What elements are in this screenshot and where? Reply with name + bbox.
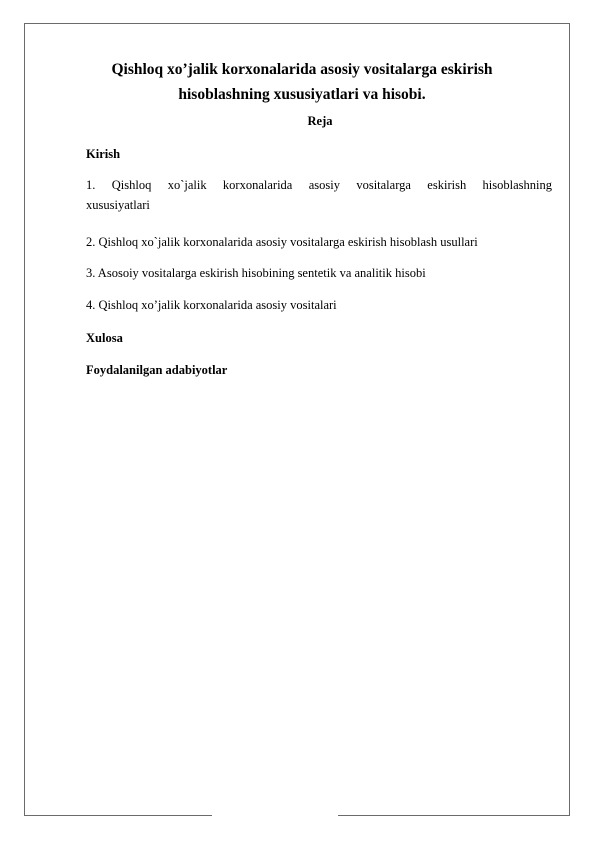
plan-heading: Reja xyxy=(307,114,333,128)
plan-item-4: 4. Qishloq xo’jalik korxonalarida asosiy vositalari xyxy=(86,298,337,312)
plan-item-3: 3. Asosoiy vositalarga eskirish hisobining sentetik va analitik hisobi xyxy=(86,266,426,280)
intro-heading: Kirish xyxy=(86,147,121,161)
document-title: Qishloq xo’jalik korxonalarida asosiy vositalarga eskirish hisoblashning xususiyatlari va hisobi. xyxy=(111,61,493,103)
footer-gap xyxy=(212,812,338,820)
plan-item-2: 2. Qishloq xo`jalik korxonalarida asosiy vositalarga eskirish hisoblash usullari xyxy=(86,235,478,249)
conclusion-heading: Xulosa xyxy=(86,331,123,345)
plan-item-1: 1. Qishloq xo`jalik korxonalarida asosiy vositalarga eskirish hisoblashning xususiyatlari xyxy=(86,178,552,212)
references-heading: Foydalanilgan adabiyotlar xyxy=(86,363,228,377)
page-border xyxy=(24,23,570,816)
